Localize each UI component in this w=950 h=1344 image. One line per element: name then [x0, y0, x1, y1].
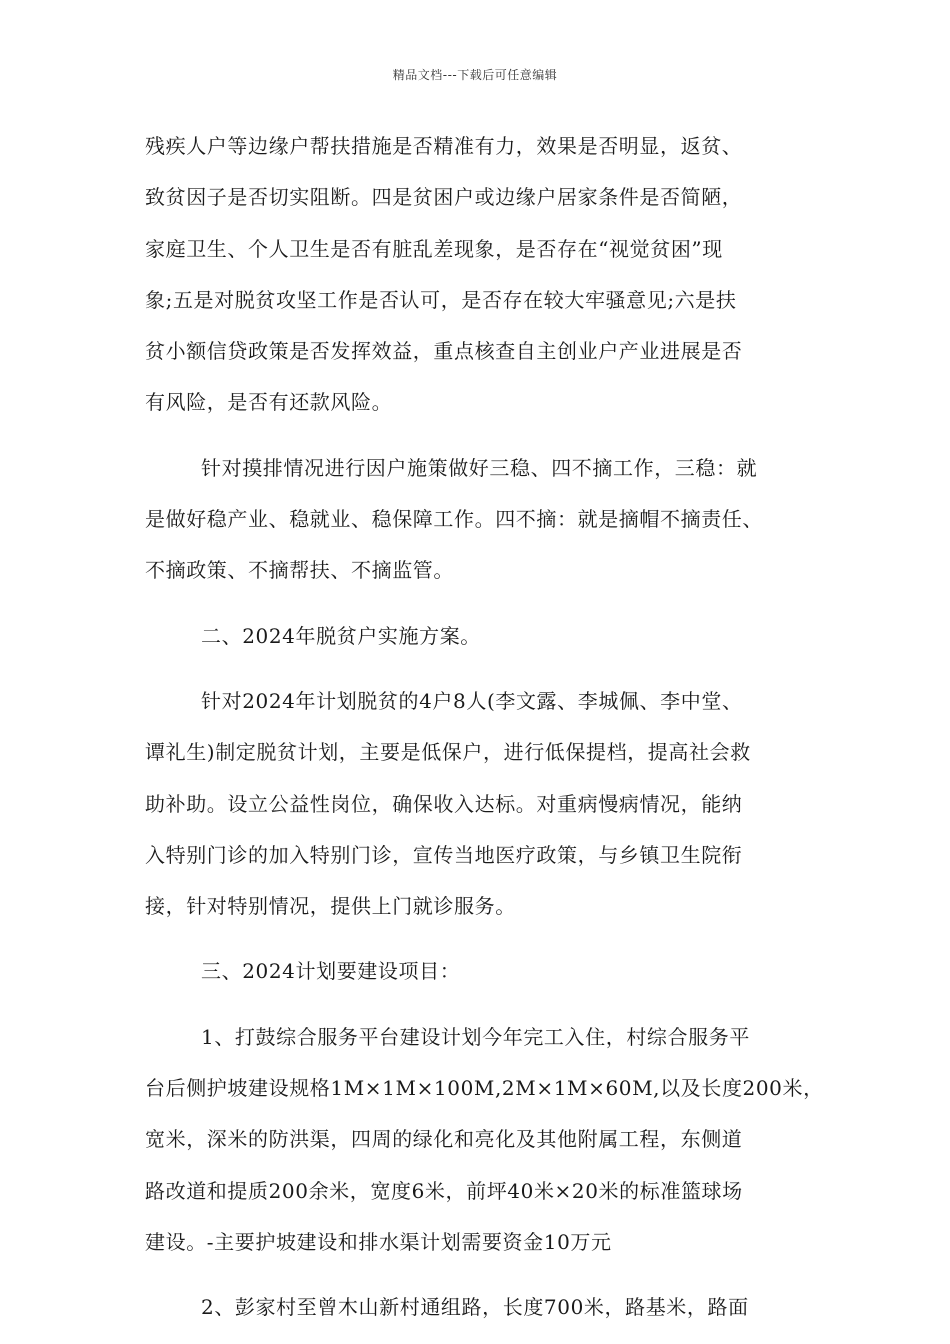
text-line: 2、彭家村至曾木山新村通组路，长度700米，路基米，路面 — [201, 1295, 749, 1320]
text-line: 是做好稳产业、稳就业、稳保障工作。四不摘：就是摘帽不摘责任、 — [145, 507, 763, 532]
text-line: 建设。-主要护坡建设和排水渠计划需要资金10万元 — [145, 1229, 612, 1254]
text-line: 残疾人户等边缘户帮扶措施是否精准有力，效果是否明显，返贫、 — [145, 134, 743, 158]
text-line: 象;五是对脱贫攻坚工作是否认可，是否存在较大牢骚意见;六是扶 — [145, 287, 737, 312]
paragraph — [145, 453, 835, 607]
paragraph-gap — [145, 672, 835, 686]
text-line: 二、2024年脱贫户实施方案。 — [201, 623, 481, 648]
paragraph — [145, 686, 835, 942]
document-body — [145, 131, 835, 1344]
text-line: 1、打鼓综合服务平台建设计划今年完工入住，村综合服务平 — [201, 1024, 750, 1049]
text-line: 助补助。设立公益性岗位，确保收入达标。对重病慢病情况，能纳 — [145, 791, 743, 816]
text-line: 路改道和提质200余米，宽度6米，前坪40米×20米的标准篮球场 — [145, 1178, 743, 1203]
text-line: 接，针对特别情况，提供上门就诊服务。 — [145, 894, 516, 919]
text-line: 台后侧护坡建设规格1M×1M×100M,2M×1M×60M,以及长度200米， — [145, 1076, 824, 1101]
text-line: 针对摸排情况进行因户施策做好三稳、四不摘工作，三稳：就 — [201, 455, 758, 480]
text-line: 贫小额信贷政策是否发挥效益，重点核查自主创业户产业进展是否 — [145, 339, 743, 364]
paragraph-gap — [145, 439, 835, 453]
paragraph — [145, 131, 835, 439]
text-line: 针对2024年计划脱贫的4户8人(李文露、李城佩、李中堂、 — [201, 688, 743, 713]
paragraph-gap — [145, 1278, 835, 1292]
text-line: 谭礼生)制定脱贫计划，主要是低保户，进行低保提档，提高社会救 — [145, 740, 751, 765]
paragraph-gap — [145, 942, 835, 956]
paragraph-gap — [145, 1008, 835, 1022]
paragraph-gap — [145, 607, 835, 621]
text-line: 家庭卫生、个人卫生是否有脏乱差现象，是否存在“视觉贫困”现 — [145, 236, 723, 261]
text-line: 不摘政策、不摘帮扶、不摘监管。 — [145, 558, 454, 583]
text-line: 三、2024计划要建设项目： — [201, 959, 461, 984]
paragraph — [145, 1292, 835, 1343]
page-header: 精品文档---下载后可任意编辑 — [392, 68, 558, 82]
text-line: 入特别门诊的加入特别门诊，宣传当地医疗政策，与乡镇卫生院衔 — [145, 842, 743, 867]
text-line: 宽米，深米的防洪渠，四周的绿化和亮化及其他附属工程，东侧道 — [145, 1127, 743, 1152]
section-heading — [145, 621, 835, 672]
paragraph — [145, 1022, 835, 1278]
section-heading — [145, 956, 835, 1007]
text-line: 有风险，是否有还款风险。 — [145, 390, 393, 415]
text-line: 致贫因子是否切实阻断。四是贫困户或边缘户居家条件是否简陋， — [145, 185, 743, 210]
